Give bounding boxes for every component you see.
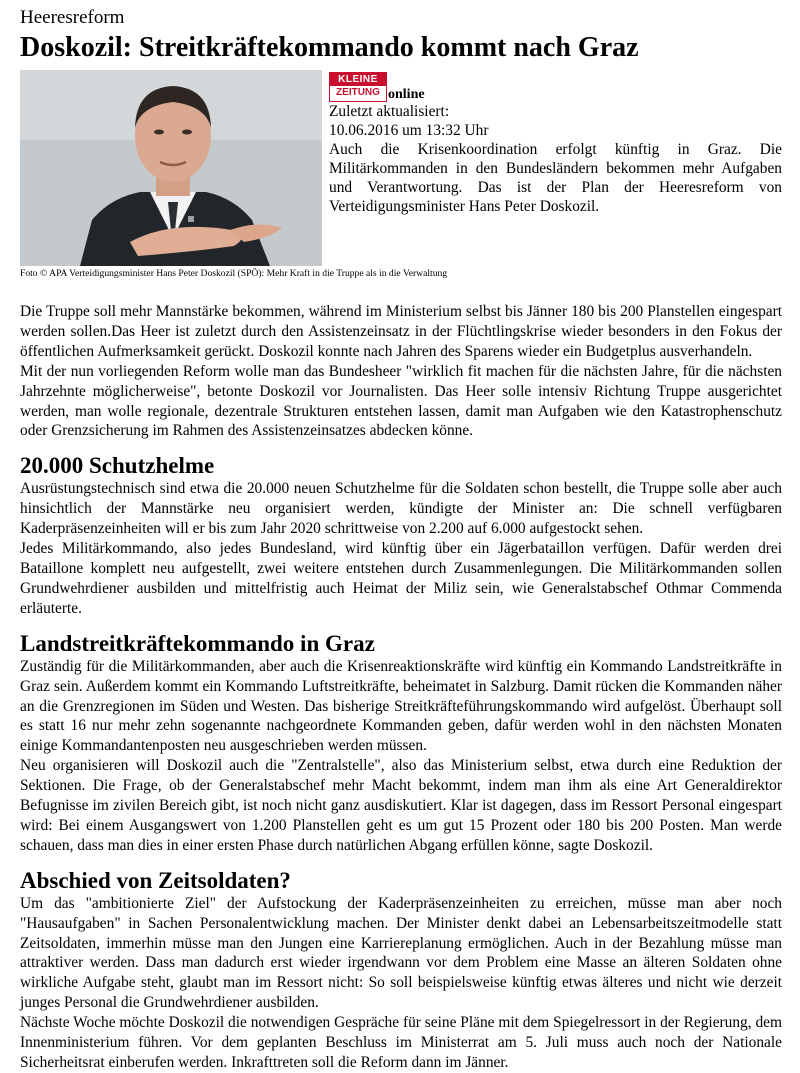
updated-value: 10.06.2016 um 13:32 Uhr [329,122,489,139]
body-paragraph: Neu organisieren will Doskozil auch die "Zentralstelle", also das Ministerium selbst, etwa durch eine Reduktion der Sektionen. Die Frage, ob der Generalstabschef mehr Macht bekommt, indem man ihm als eine Art Generaldirektor Befugnisse im zivilen Bereich gibt, ist noch nicht ganz ausdiskutiert. Klar ist dagegen, dass im Ressort Personal eingespart wird: Bei einem Ausgangswert von 1.200 Planstellen geht es um gut 15 Prozent oder 180 bis 200 Posten. Man werde schauen, dass man dies in einer ersten Phase durch natürlichen Abgang erfüllen könne, sagte Doskozil. [20,757,782,854]
body-paragraph: Die Truppe soll mehr Mannstärke bekommen, während im Ministerium selbst bis Jänner 180 bis 200 Planstellen eingespart werden sollen.Das Heer ist zuletzt durch den Assistenzeinsatz in der Flüchtlingskrise wieder besonders in den Fokus der öffentlichen Aufmerksamkeit gerückt. Doskozil konnte nach Jahren des Sparens wieder ein Budgetplus ausverhandeln. [20,303,782,360]
body-paragraph: Jedes Militärkommando, also jedes Bundesland, wird künftig über ein Jägerbataillon verfügen. Dafür werden drei Bataillone komplett neu aufgestellt, zwei weitere entstehen durch Zusammenlegungen. Die Militärkommanden sollen Grundwehrdiener ausbilden und mittelfristig auch Heimat der Miliz sein, wie Generalstabschef Othmar Commenda erläuterte. [20,540,782,617]
logo-line-2: ZEITUNG [336,87,380,98]
article-lead: Auch die Krisenkoordination erfolgt künftig in Graz. Die Militärkommanden in den Bundesländern bekommen mehr Aufgaben und Verantwortung. Das ist der Plan der Heeresreform von Verteidigungsminister Hans Peter Doskozil. [329,141,782,215]
section-heading: Landstreitkräftekommando in Graz [20,630,375,656]
minister-photo [20,70,322,266]
section-heading: Abschied von Zeitsoldaten? [20,867,291,893]
article [20,6,782,1073]
logo-line-1: KLEINE [330,73,386,86]
body-paragraph: Nächste Woche möchte Doskozil die notwendigen Gespräche für seine Pläne mit dem Spiegelressort in der Regierung, dem Innenministerium führen. Vor dem geplanten Beschluss im Ministerrat am 5. Juli muss auch noch der Nationale Sicherheitsrat einberufen werden. Inkrafttreten soll die Reform dann im Jänner. [20,1014,782,1071]
body-paragraph: Zuständig für die Militärkommanden, aber auch die Krisenreaktionskräfte wird künftig ein Kommando Landstreitkräfte in Graz sein. Außerdem kommt ein Kommando Luftstreitkräfte, beheimatet in Salzburg. Damit rücken die Kommanden näher an die Grenzregionen im Süden und Westen. Das bisherige Streitkräfteführungskommando wird aufgelöst. Überhaupt soll es statt 16 nur mehr zehn sogenannte nachgeordnete Kommanden geben, dafür werden wohl in den nächsten Monaten einige Kommandantenposten neu ausgeschrieben werden müssen. [20,657,782,755]
section-heading: 20.000 Schutzhelme [20,453,215,479]
body-paragraph: Ausrüstungstechnisch sind etwa die 20.000 neuen Schutzhelme für die Soldaten schon bestellt, die Truppe solle aber auch hinsichtlich der Mannstärke neu organisiert werden, kündigte der Minister an: Die schnell verfügbaren Kaderpräsenzeinheiten will er bis zum Jahr 2020 schrittweise von 2.200 auf 6.000 aufgestockt sehen. [20,480,782,538]
article-meta [329,72,782,216]
source-branding [329,72,782,102]
article-kicker: Heeresreform [20,7,125,28]
online-label: online [388,87,425,102]
updated-label: Zuletzt aktualisiert: [329,103,450,120]
body-paragraph: Um das "ambitionierte Ziel" der Aufstockung der Kaderpräsenzeinheiten zu erreichen, müsse man aber noch "Hausaufgaben" in Sachen Personalentwicklung machen. Der Minister denkt dabei an Lebensarbeitszeitmodelle statt Zeitsoldaten, immerhin müsse man den Jungen eine Karriereplanung ermöglichen. Auch in der Bezahlung müsse man attraktiver werden. Dass man dadurch erst wieder irgendwann vor dem Problem eine Masse an älteren Soldaten ohne wirkliche Aufgabe steht, glaubt man im Ressort nicht: So soll beispielsweise künftig etwas älteres und nicht wie derzeit junges Personal die Grundwehrdiener ausbilden. [20,894,782,1012]
article-top [20,68,782,296]
article-body [20,302,782,1073]
kleine-zeitung-logo [329,72,387,102]
article-headline: Doskozil: Streitkräftekommando kommt nach Graz [20,32,639,63]
body-paragraph: Mit der nun vorliegenden Reform wolle man das Bundesheer "wirklich fit machen für die nächsten Jahre, für die nächsten Jahrzehnte möglicherweise", betonte Doskozil vor Journalisten. Das Heer solle intensiv Richtung Truppe ausgerichtet werden, man wolle regionale, dezentrale Strukturen entstehen lassen, damit man Aufgaben wie den Katastrophenschutz oder Grenzsicherung im Rahmen des Assistenzeinsatzes abdecken könne. [20,362,782,440]
photo-caption: Foto © APA Verteidigungsminister Hans Peter Doskozil (SPÖ): Mehr Kraft in die Truppe als in die Verwaltung [20,268,448,279]
